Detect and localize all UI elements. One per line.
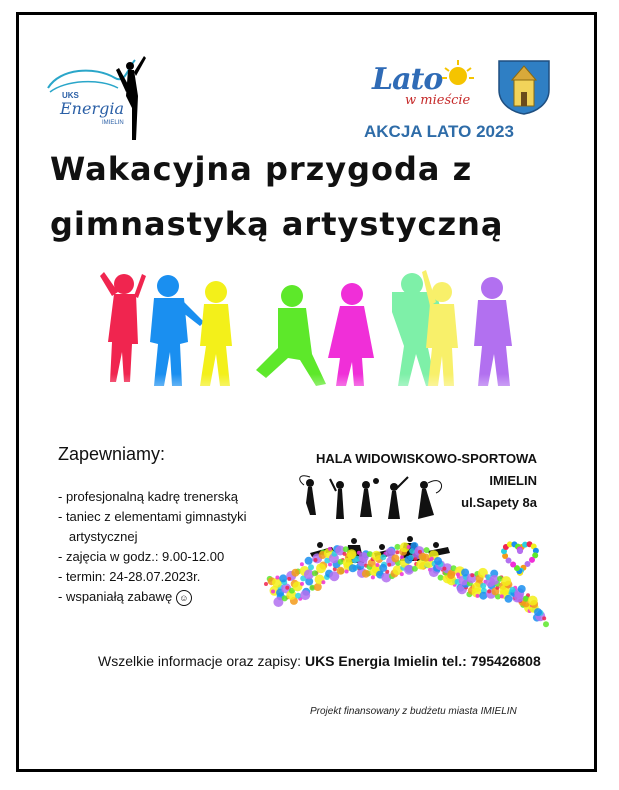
dot bbox=[471, 583, 481, 593]
dot bbox=[534, 608, 542, 616]
info-contact: UKS Energia Imielin tel.: 795426808 bbox=[304, 653, 541, 669]
provide-heading: Zapewniamy: bbox=[58, 444, 166, 464]
provide-list bbox=[58, 487, 247, 607]
project-funding-note: Projekt finansowany z budżetu miasta IMIELIN bbox=[310, 706, 517, 717]
dot bbox=[295, 593, 301, 599]
dot bbox=[391, 554, 399, 562]
venue-name: HALA WIDOWISKOWO-SPORTOWA bbox=[316, 451, 537, 466]
dot bbox=[264, 582, 268, 586]
coat-of-arms-icon bbox=[496, 58, 552, 116]
dot bbox=[312, 570, 318, 576]
dot bbox=[337, 567, 345, 575]
list-item: artystycznej bbox=[58, 529, 138, 544]
dot bbox=[271, 590, 275, 594]
dot bbox=[279, 574, 287, 582]
dot bbox=[517, 548, 523, 554]
dot bbox=[328, 547, 332, 551]
dot bbox=[510, 562, 516, 568]
logo-imielin-text: IMIELIN bbox=[102, 120, 124, 126]
dot bbox=[343, 552, 347, 556]
dancing-children-illustration bbox=[96, 262, 536, 412]
dot bbox=[476, 594, 480, 598]
list-item: - termin: 24-28.07.2023r. bbox=[58, 569, 201, 584]
child-green bbox=[256, 285, 326, 386]
dot bbox=[285, 586, 289, 590]
lato-logo-word: Lato bbox=[372, 62, 443, 97]
dot bbox=[456, 573, 460, 577]
uks-energia-logo bbox=[40, 48, 160, 148]
dot bbox=[275, 576, 279, 580]
dot bbox=[487, 589, 491, 593]
dot bbox=[371, 575, 375, 579]
child-purple bbox=[474, 277, 512, 386]
colored-dots-decoration bbox=[262, 520, 562, 630]
list-item: - taniec z elementami gimnastyki bbox=[58, 509, 247, 524]
list-item bbox=[58, 587, 247, 607]
dot bbox=[316, 563, 326, 573]
dot bbox=[480, 583, 486, 589]
info-prefix: Wszelkie informacje oraz zapisy: bbox=[98, 653, 305, 669]
logo-brand-text: Energia bbox=[60, 99, 124, 118]
dot bbox=[305, 557, 313, 565]
dot bbox=[338, 559, 344, 565]
dot bbox=[442, 567, 446, 571]
child-red bbox=[100, 272, 146, 382]
dot bbox=[300, 590, 310, 600]
dot bbox=[300, 582, 304, 586]
dot bbox=[543, 621, 549, 627]
dot bbox=[542, 616, 546, 620]
dot bbox=[528, 596, 538, 606]
title-line-1: Wakacyjna przygoda z bbox=[50, 150, 473, 188]
dot bbox=[345, 570, 349, 574]
child-magenta bbox=[328, 283, 374, 386]
dot bbox=[501, 576, 511, 586]
dot bbox=[308, 564, 314, 570]
dot bbox=[400, 555, 404, 559]
dot bbox=[379, 564, 387, 572]
dot bbox=[529, 557, 535, 563]
dot bbox=[362, 570, 370, 578]
dot bbox=[372, 551, 382, 561]
akcja-lato-heading: AKCJA LATO 2023 bbox=[364, 122, 514, 141]
venue-street: ul.Sapety 8a bbox=[461, 495, 537, 510]
dot bbox=[395, 550, 399, 554]
title-line-2: gimnastyką artystyczną bbox=[50, 205, 504, 243]
dot bbox=[405, 556, 413, 564]
dot bbox=[321, 580, 325, 584]
fun-text: - wspaniałą zabawę bbox=[58, 589, 173, 604]
dot bbox=[500, 594, 504, 598]
logo-uks-text: UKS bbox=[62, 91, 79, 100]
dot bbox=[422, 554, 430, 562]
dot bbox=[424, 547, 430, 553]
sun-icon bbox=[440, 58, 476, 88]
dot bbox=[514, 592, 524, 602]
dot bbox=[518, 585, 526, 593]
dots-group bbox=[264, 541, 549, 627]
dot bbox=[430, 557, 434, 561]
dot bbox=[407, 545, 411, 549]
child-yellow bbox=[200, 281, 232, 386]
venue-city: IMIELIN bbox=[489, 473, 537, 488]
list-item: - profesjonalną kadrę trenerską bbox=[58, 489, 238, 504]
dot bbox=[400, 572, 404, 576]
dot bbox=[380, 554, 386, 560]
dot bbox=[418, 550, 422, 554]
dot bbox=[510, 587, 516, 593]
dot bbox=[434, 557, 442, 565]
list-item: - zajęcia w godz.: 9.00-12.00 bbox=[58, 549, 225, 564]
dot bbox=[287, 577, 291, 581]
dot bbox=[447, 571, 455, 579]
dot bbox=[505, 595, 513, 603]
dot bbox=[387, 563, 391, 567]
gymnast-silhouette-icon bbox=[116, 56, 146, 140]
dot bbox=[349, 564, 357, 572]
lato-logo-sub: w mieście bbox=[405, 93, 471, 108]
dot bbox=[375, 563, 379, 567]
dot bbox=[413, 557, 417, 561]
child-blue bbox=[150, 275, 204, 386]
dot bbox=[470, 573, 474, 577]
info-line bbox=[98, 653, 541, 669]
dot bbox=[395, 544, 401, 550]
dot bbox=[291, 569, 299, 577]
dot bbox=[314, 558, 318, 562]
smiley-icon: ☺ bbox=[176, 590, 192, 606]
dot bbox=[300, 562, 304, 566]
